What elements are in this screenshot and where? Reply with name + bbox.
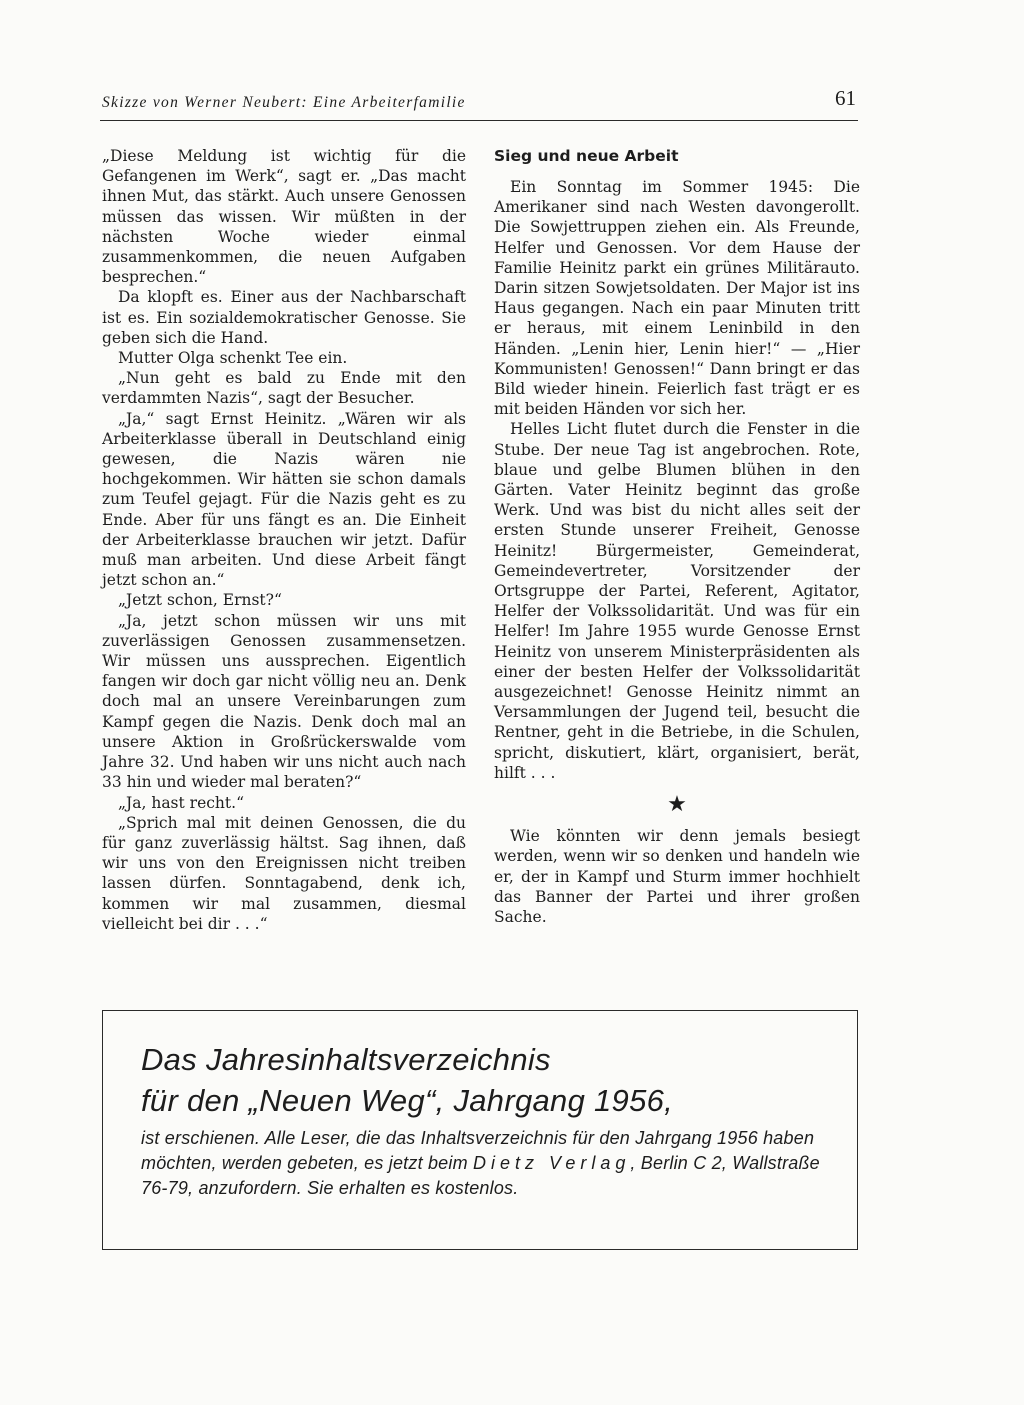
star-icon: ★ [667,792,687,818]
paragraph: „Nun geht es bald zu Ende mit den verdammten Nazis“, sagt der Besucher. [102,369,466,408]
notice-text: , Berlin C 2, Wallstraße 76-79, anzufordern. Sie erhalten es kostenlos. [141,1153,820,1198]
paragraph: Mutter Olga schenkt Tee ein. [118,349,348,368]
section-separator [494,793,860,818]
paragraph: Ein Sonntag im Sommer 1945: Die Amerikaner sind nach Westen davongerollt. Die Sowjettruppen ziehen ein. Als Freunde, Helfer und Genossen. Vor dem Hause der Familie Heinitz parkt ein grünes Militärauto. Darin sitzen Sowjetsoldaten. Der Major ist ins Haus gegangen. Nach ein paar Minuten tritt er heraus, mit einem Leninbild in den Händen. „Lenin hier, Lenin hier!“ — „Hier Kommunisten! Genossen!“ Dann bringt er das Bild wieder hinein. Feierlich fast trägt er es mit beiden Händen vor sich her. [494,178,860,419]
notice-title [141,1039,831,1121]
paragraph: „Jetzt schon, Ernst?“ [118,591,282,610]
paragraph: Helles Licht flutet durch die Fenster in die Stube. Der neue Tag ist angebrochen. Rote, blaue und gelbe Blumen blühen in den Gärten. Vater Heinitz beginnt das große Werk. Und was bist du nicht alles seit der ersten Stunde unserer Freiheit, Genosse Heinitz! Bürgermeister, Gemeinderat, Gemeindevertreter, Vorsitzender der Ortsgruppe der Partei, Referent, Agitator, Helfer der Volkssolidarität. Und was für ein Helfer! Im Jahre 1955 wurde Genosse Ernst Heinitz von unserem Ministerpräsidenten als einer der besten Helfer der Volkssolidarität ausgezeichnet! Genosse Heinitz nimmt an Versammlungen der Jugend teil, besucht die Rentner, geht in die Betriebe, in die Schulen, spricht, diskutiert, klärt, organisiert, berät, hilft . . . [494,420,860,782]
paragraph: „Diese Meldung ist wichtig für die Gefangenen im Werk“, sagt er. „Das macht ihnen Mut, das stärkt. Auch unsere Genossen müssen das wissen. Wir müßten in der nächsten Woche wieder einmal zusammenkommen, die neuen Aufgaben besprechen.“ [102,147,466,287]
paragraph: Da klopft es. Einer aus der Nachbarschaft ist es. Ein sozialdemokratischer Genosse. Sie geben sich die Hand. [102,288,466,347]
paragraph: „Ja, hast recht.“ [118,793,244,812]
page-number: 61 [835,86,856,110]
notice-body [141,1126,831,1201]
closing-paragraph: Wie könnten wir denn jemals besiegt werden, wenn wir so denken und handeln wie er, der in Kampf und Sturm immer hochhielt das Banner der Partei und ihrer großen Sache. [494,827,860,926]
notice-title-line: Das Jahresinhaltsverzeichnis [141,1042,551,1077]
left-column [102,146,466,934]
notice-box [102,1010,858,1250]
notice-text: ist erschienen. Alle Leser, die das Inhaltsverzeichnis für den Jahrgang 1956 haben möchten, werden gebeten, es jetzt beim [141,1128,815,1173]
paragraph: „Sprich mal mit deinen Genossen, die du für ganz zuverlässig hältst. Sag ihnen, daß wir uns von den Ereignissen nicht treiben lassen dürfen. Sonntagabend, denk ich, kommen wir mal zusammen, diesmal vielleicht bei dir . . .“ [102,813,466,933]
right-column [494,146,860,927]
paragraph: „Ja,“ sagt Ernst Heinitz. „Wären wir als Arbeiterklasse überall in Deutschland einig gewesen, die Nazis wären nie hochgekommen. Wir hätten sie schon damals zum Teufel gejagt. Für die Nazis geht es zu Ende. Aber für uns fängt es an. Die Einheit der Arbeiterklasse brauchen wir jetzt. Dafür muß man arbeiten. Und diese Arbeit fängt jetzt schon an.“ [102,409,466,590]
notice-title-line: für den „Neuen Weg“, Jahrgang 1956, [141,1083,674,1118]
section-heading: Sieg und neue Arbeit [494,147,679,165]
running-header [100,86,858,121]
paragraph: „Ja, jetzt schon müssen wir uns mit zuverlässigen Genossen zusammensetzen. Wir müssen uns aussprechen. Eigentlich fangen wir doch gar nicht völlig neu an. Denk doch mal an unsere Vereinbarungen zum Kampf gegen die Nazis. Denk doch mal an unsere Aktion in Großrückerswalde vom Jahre 32. Und haben wir uns nicht auch nach 33 hin und wieder mal beraten?“ [102,611,466,792]
publisher-name: Dietz Verlag [473,1153,631,1173]
running-title: Skizze von Werner Neubert: Eine Arbeiterfamilie [102,94,466,111]
